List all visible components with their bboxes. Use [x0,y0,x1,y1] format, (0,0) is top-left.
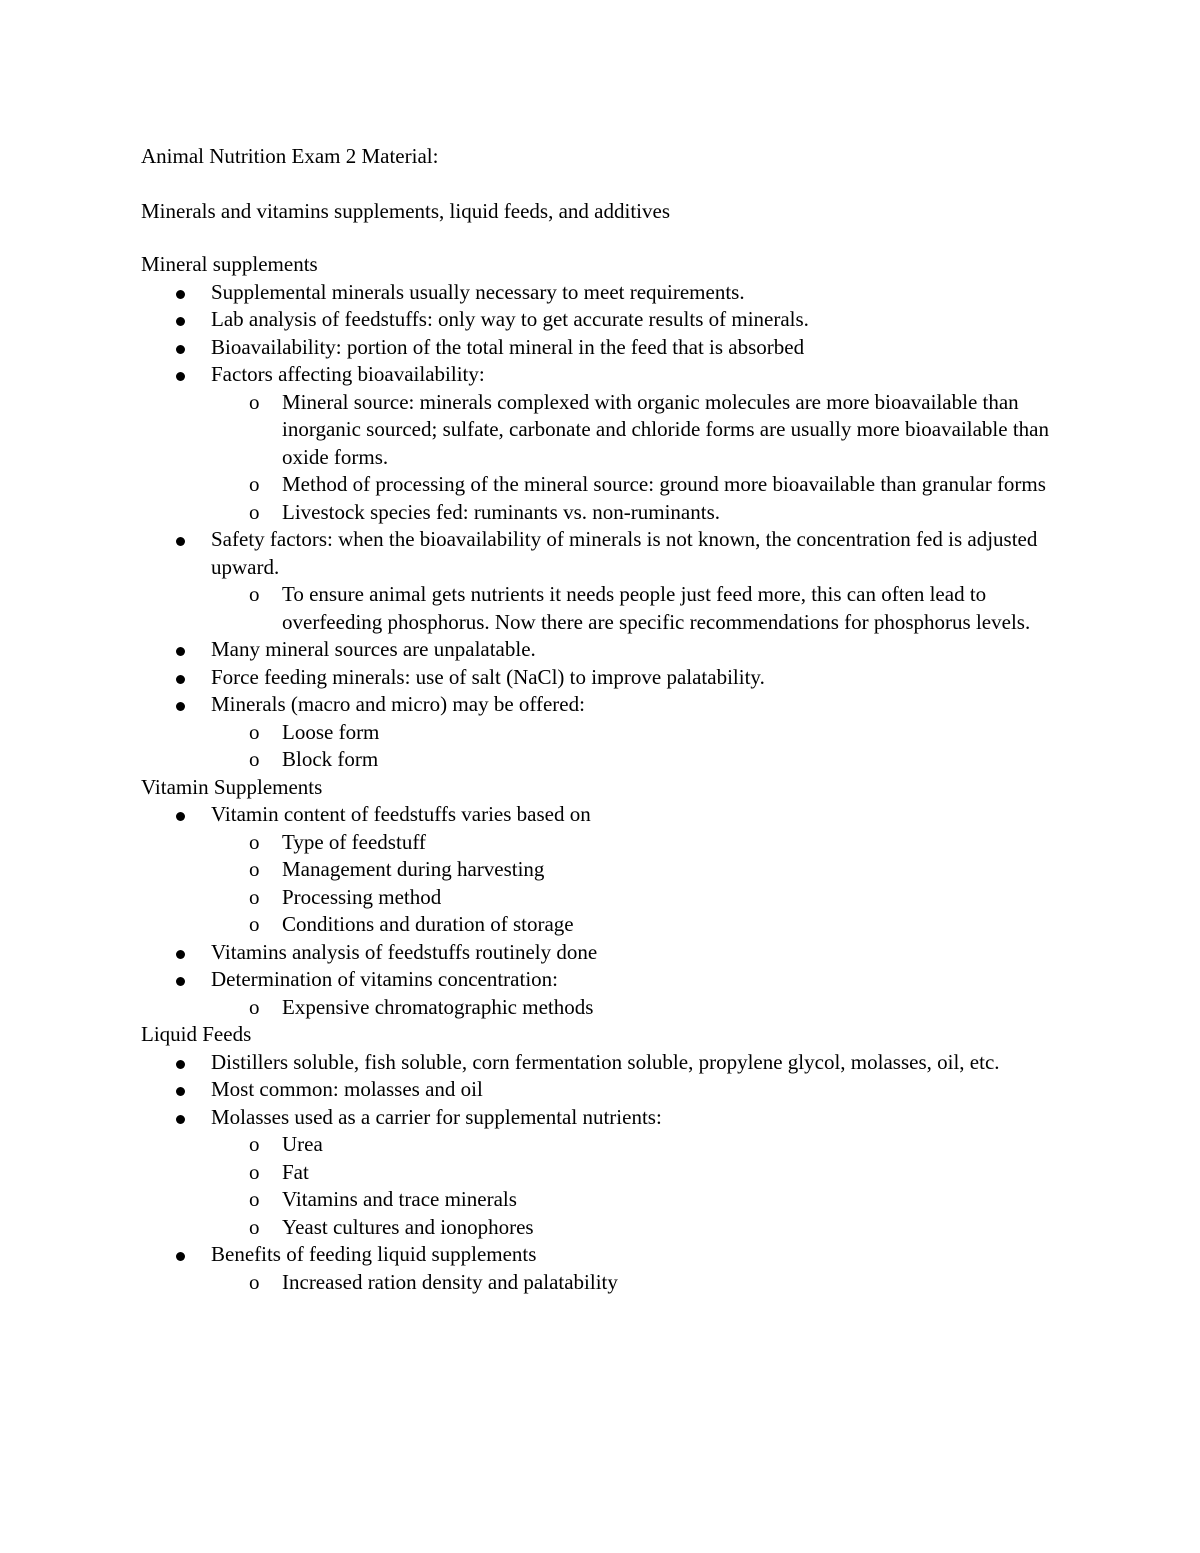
list-item [141,801,1071,829]
list-item-text: Many mineral sources are unpalatable. [211,637,536,661]
sub-list-item [141,884,1071,912]
circle-bullet-icon: o [249,912,260,936]
bullet-dot-icon [176,317,185,326]
bullet-list [141,1049,1071,1297]
list-item-text: Most common: molasses and oil [211,1077,483,1101]
document-subtitle: Minerals and vitamins supplements, liquid feeds, and additives [141,198,670,223]
list-item-text: Vitamins analysis of feedstuffs routinely done [211,939,598,964]
bullet-dot-icon [176,1060,185,1069]
bullet-dot-icon [176,950,185,959]
circle-bullet-icon: o [249,747,260,771]
bullet-list [141,801,1071,1021]
list-item [141,1049,1071,1077]
sub-list-item [141,829,1071,857]
list-item-text: Supplemental minerals usually necessary to meet requirements. [211,279,745,304]
list-item-text: Distillers soluble, fish soluble, corn fermentation soluble, propylene glycol, molasses, oil, etc. [211,1049,1000,1074]
sub-list-item [141,499,1071,527]
section-heading: Liquid Feeds [141,1022,252,1046]
sub-list-item [141,1269,1071,1297]
circle-bullet-icon: o [249,472,260,496]
sub-list-item [141,471,1071,499]
sub-list-item [141,994,1071,1022]
circle-bullet-icon: o [249,1132,260,1156]
sub-list-item-text: Urea [282,1132,323,1156]
sub-list-item-text: To ensure animal gets nutrients it needs people just feed more, this can often lead to overfeeding phosphorus. Now there are specific recommendations for phosphorus levels. [282,582,1031,634]
bullet-dot-icon [176,702,185,711]
bullet-list [141,279,1071,774]
sub-list-item-text: Loose form [282,719,380,744]
list-item [141,636,1071,664]
sub-list-item-text: Increased ration density and palatability [282,1269,618,1294]
sub-list-item [141,719,1071,747]
bullet-dot-icon [176,537,185,546]
bullet-dot-icon [176,1252,185,1261]
spacer [141,225,1071,251]
sub-list-item [141,581,1071,636]
list-item [141,1104,1071,1132]
circle-bullet-icon: o [249,994,260,1019]
list-item-text: Safety factors: when the bioavailability of minerals is not known, the concentration fed is adjusted upward. [211,527,1038,579]
sub-list-item [141,1131,1071,1159]
circle-bullet-icon: o [249,884,260,909]
list-item-text: Benefits of feeding liquid supplements [211,1242,537,1266]
list-item [141,1076,1071,1104]
notes-body [141,251,1071,1296]
list-item [141,1241,1071,1269]
sub-list-item [141,1214,1071,1242]
section-heading: Mineral supplements [141,252,318,276]
sub-list-item-text: Vitamins and trace minerals [282,1187,517,1211]
sub-list-item-text: Method of processing of the mineral source: ground more bioavailable than granular forms [282,472,1046,496]
list-item [141,664,1071,692]
document-page [141,143,1071,1296]
list-item-text: Minerals (macro and micro) may be offered: [211,692,585,716]
bullet-dot-icon [176,1087,185,1096]
sub-list-item [141,746,1071,774]
sub-list-item-text: Type of feedstuff [282,829,426,854]
bullet-dot-icon [176,290,185,299]
list-item [141,361,1071,389]
circle-bullet-icon: o [249,857,260,881]
circle-bullet-icon: o [249,719,260,744]
section-heading: Vitamin Supplements [141,774,323,799]
circle-bullet-icon: o [249,389,260,414]
list-item [141,691,1071,719]
list-item-text: Determination of vitamins concentration: [211,967,558,991]
circle-bullet-icon: o [249,582,260,606]
bullet-dot-icon [176,812,185,821]
list-item [141,526,1071,581]
sub-list-item-text: Mineral source: minerals complexed with organic molecules are more bioavailable than inorganic sourced; sulfate, carbonate and chloride forms are usually more bioavailable than oxide forms. [282,389,1049,469]
list-item-text: Molasses used as a carrier for supplemental nutrients: [211,1104,662,1129]
circle-bullet-icon: o [249,829,260,854]
bullet-dot-icon [176,977,185,986]
sub-list-item [141,911,1071,939]
list-item [141,279,1071,307]
circle-bullet-icon: o [249,1159,260,1184]
list-item [141,334,1071,362]
circle-bullet-icon: o [249,1269,260,1294]
sub-list-item-text: Processing method [282,884,442,909]
sub-list-item-text: Management during harvesting [282,857,545,881]
bullet-dot-icon [176,345,185,354]
list-item-text: Force feeding minerals: use of salt (NaCl) to improve palatability. [211,664,765,689]
sub-list-item-text: Conditions and duration of storage [282,912,574,936]
sub-list-item [141,389,1071,472]
list-item-text: Vitamin content of feedstuffs varies based on [211,802,591,826]
list-item-text: Factors affecting bioavailability: [211,362,485,386]
circle-bullet-icon: o [249,499,260,524]
bullet-dot-icon [176,675,185,684]
sub-list-item [141,856,1071,884]
bullet-dot-icon [176,1115,185,1124]
sub-list-item-text: Yeast cultures and ionophores [282,1214,534,1239]
sub-list-item-text: Fat [282,1159,309,1184]
sub-list-item [141,1186,1071,1214]
sub-list-item-text: Block form [282,747,379,771]
circle-bullet-icon: o [249,1187,260,1211]
document-title: Animal Nutrition Exam 2 Material: [141,144,439,168]
bullet-dot-icon [176,372,185,381]
list-item [141,939,1071,967]
list-item-text: Lab analysis of feedstuffs: only way to get accurate results of minerals. [211,307,809,331]
list-item-text: Bioavailability: portion of the total mineral in the feed that is absorbed [211,334,805,359]
sub-list-item-text: Expensive chromatographic methods [282,994,594,1019]
circle-bullet-icon: o [249,1214,260,1239]
bullet-dot-icon [176,647,185,656]
sub-list-item [141,1159,1071,1187]
list-item [141,966,1071,994]
sub-list-item-text: Livestock species fed: ruminants vs. non-ruminants. [282,499,720,524]
list-item [141,306,1071,334]
